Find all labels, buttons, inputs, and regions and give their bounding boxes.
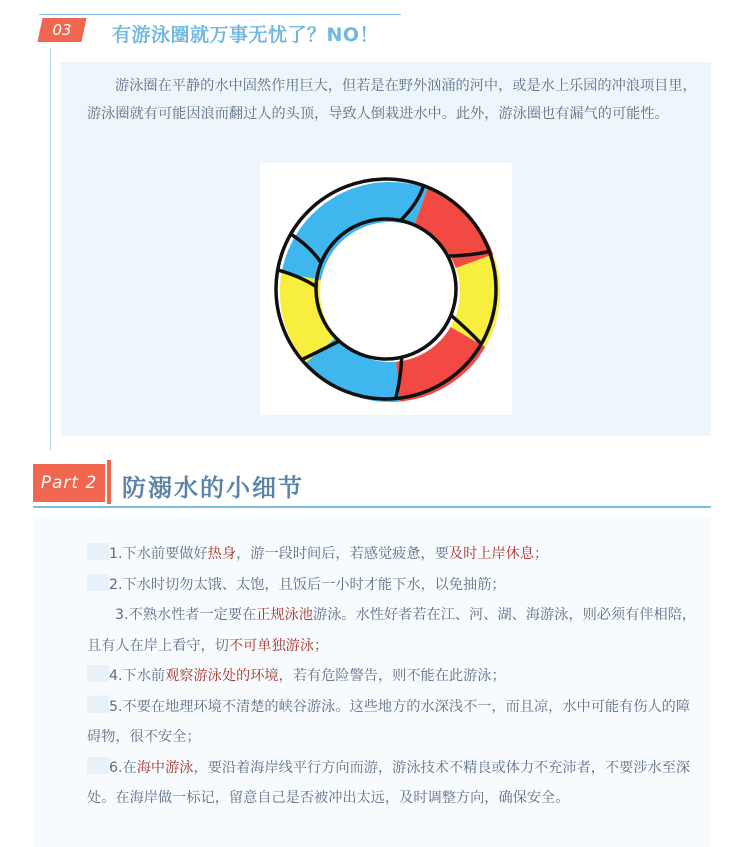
tip-text: ，若有危险警告，则不能在此游泳； [278, 668, 506, 684]
indent-marker [87, 665, 109, 682]
indent-marker [87, 574, 109, 591]
section-number: 03 [52, 21, 72, 39]
tip-highlight: 海中游泳 [136, 759, 194, 776]
section-title: 有游泳圈就万事无忧了？NO！ [112, 24, 380, 46]
ring-inner-outline [316, 219, 456, 359]
tip-item [87, 661, 699, 692]
indent-marker [87, 543, 109, 560]
ring-segment-blue-top [295, 182, 428, 257]
part-badge-label: Part 2 [40, 473, 98, 493]
tip-item [87, 600, 699, 661]
tip-item [87, 692, 699, 753]
indent-marker [87, 757, 109, 774]
tip-text: 3.不熟水性者一定要在 [115, 607, 257, 623]
tip-text: 6.在 [109, 759, 137, 776]
tip-item [87, 539, 699, 570]
tip-text: ； [534, 546, 549, 562]
section-number-badge [37, 18, 86, 42]
swim-ring-icon [260, 163, 512, 415]
tips-list [87, 539, 699, 814]
tip-text: 2.下水时切勿太饿、太饱，且饭后一小时才能下水，以免抽筋； [109, 576, 506, 593]
tip-text: 4.下水前 [109, 668, 166, 684]
tip-highlight: 观察游泳处的环境 [165, 668, 279, 684]
tip-highlight: 及时上岸休息 [448, 546, 535, 562]
tip-text: ； [314, 637, 329, 654]
tip-text: 游泳。水性好者若在江、河、湖、海游泳，则必须有伴相陪，且有人在岸上看守，切 [87, 607, 697, 654]
tip-text: 1.下水前要做好 [109, 546, 208, 562]
section-paragraph: 游泳圈在平静的水中固然作用巨大，但若是在野外汹涌的河中，或是水上乐园的冲浪项目里，游泳圈就有可能因浪而翻过人的头顶，导致人倒栽进水中。此外，游泳圈也有漏气的可能性。 [87, 78, 697, 122]
tip-item [87, 753, 699, 814]
tip-text: ，游一段时间后，若感觉疲惫，要 [236, 546, 449, 562]
tip-item [87, 570, 699, 601]
tip-highlight: 不可单独游泳 [228, 637, 315, 654]
section-left-rule [50, 48, 51, 450]
tip-highlight: 正规泳池 [256, 607, 313, 623]
part-underline [33, 506, 711, 508]
tip-highlight: 热身 [207, 546, 237, 562]
part-badge [33, 464, 105, 502]
part-separator [107, 460, 111, 504]
section-top-divider [39, 14, 401, 15]
tip-text: ，要沿着海岸线平行方向而游，游泳技术不精良或体力不充沛者，不要涉水至深处。在海岸做一标记，留意自己是否被冲出太远，及时调整方向，确保安全。 [87, 759, 691, 806]
part-title: 防溺水的小细节 [122, 474, 304, 502]
indent-marker [87, 696, 109, 713]
swim-ring-illustration [260, 163, 512, 415]
tip-text: 5.不要在地理环境不清楚的峡谷游泳。这些地方的水深浅不一，而且凉，水中可能有伤人的障碍物，很不安全； [87, 698, 691, 745]
